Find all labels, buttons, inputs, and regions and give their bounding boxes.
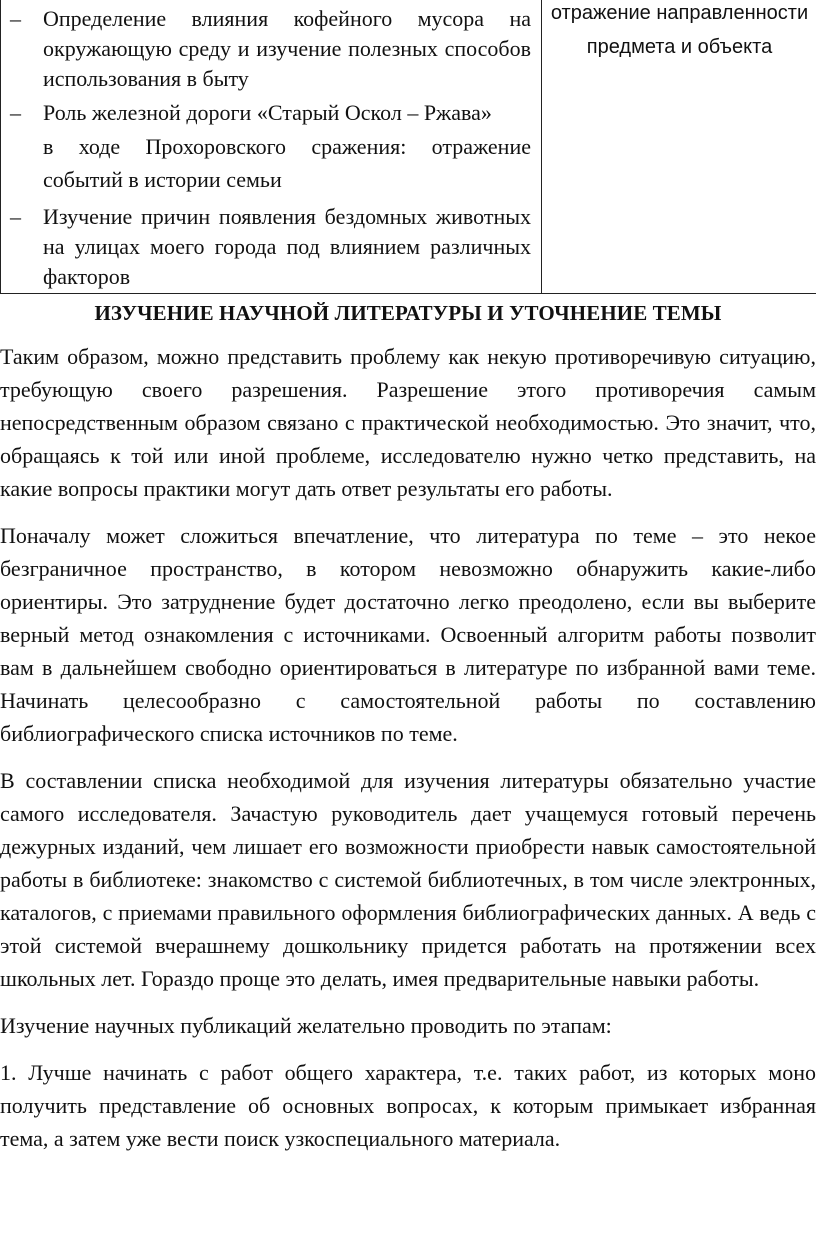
purpose-text: отражение направленности предмета и объекта bbox=[550, 2, 809, 58]
paragraph: Изучение научных публикаций желательно проводить по этапам: bbox=[0, 1013, 612, 1038]
paragraph: 1. Лучше начинать с работ общего характера, т.е. таких работ, из которых моно получить представление об основных вопросах, к которым примыкает избранная тема, а затем уже вести поиск узкоспециального материала. bbox=[0, 1060, 816, 1151]
list-item bbox=[1, 4, 531, 94]
topics-cell bbox=[1, 0, 542, 294]
topic-text: Роль железной дороги «Старый Оскол – Ржава» bbox=[43, 100, 492, 125]
dash-bullet: – bbox=[10, 204, 21, 229]
body-text bbox=[0, 340, 816, 1155]
paragraph: Поначалу может сложиться впечатление, что литература по теме – это некое безграничное пространство, в котором невозможно обнаружить какие-либо ориентиры. Это затруднение будет достаточно легко преодолено, если вы выберите верный метод ознакомления с источниками. Освоенный алгоритм работы позволит вам в дальнейшем свободно ориентироваться в литературе по избранной вами теме. Начинать целесообразно с самостоятельной работы по составлению библиографического списка источников по теме. bbox=[0, 523, 816, 746]
paragraph: Таким образом, можно представить проблему как некую противоречивую ситуацию, требующую своего разрешения. Разрешение этого противоречия самым непосредственным образом связано с практической необходимостью. Это значит, что, обращаясь к той или иной проблеме, исследователю нужно четко представить, на какие вопросы практики могут дать ответ результаты его работы. bbox=[0, 344, 816, 501]
topic-list bbox=[1, 0, 541, 292]
paragraph: В составлении списка необходимой для изучения литературы обязательно участие самого исследователя. Зачастую руководитель дает учащемуся готовый перечень дежурных изданий, чем лишает его возможности приобрести навык самостоятельной работы в библиотеке: знакомство с системой библиотечных, в том числе электронных, каталогов, с приемами правильного оформления библиографических данных. А ведь с этой системой вчерашнему дошкольнику придется работать на протяжении всех школьных лет. Гораздо проще это делать, имея предварительные навыки работы. bbox=[0, 768, 816, 991]
list-item bbox=[1, 202, 531, 292]
dash-bullet: – bbox=[10, 100, 21, 125]
section-heading: ИЗУЧЕНИЕ НАУЧНОЙ ЛИТЕРАТУРЫ И УТОЧНЕНИЕ ТЕМЫ bbox=[94, 301, 722, 325]
purpose-cell bbox=[542, 0, 816, 294]
topic-continuation: в ходе Прохоровского сражения: отражение событий в истории семьи bbox=[43, 134, 531, 192]
table-row bbox=[1, 0, 816, 294]
topic-text: Изучение причин появления бездомных животных на улицах моего города под влиянием различных факторов bbox=[43, 204, 531, 289]
topic-text: Определение влияния кофейного мусора на окружающую среду и изучение полезных способов использования в быту bbox=[43, 6, 531, 91]
list-item bbox=[1, 98, 531, 196]
topics-table bbox=[0, 0, 816, 294]
dash-bullet: – bbox=[10, 6, 21, 31]
